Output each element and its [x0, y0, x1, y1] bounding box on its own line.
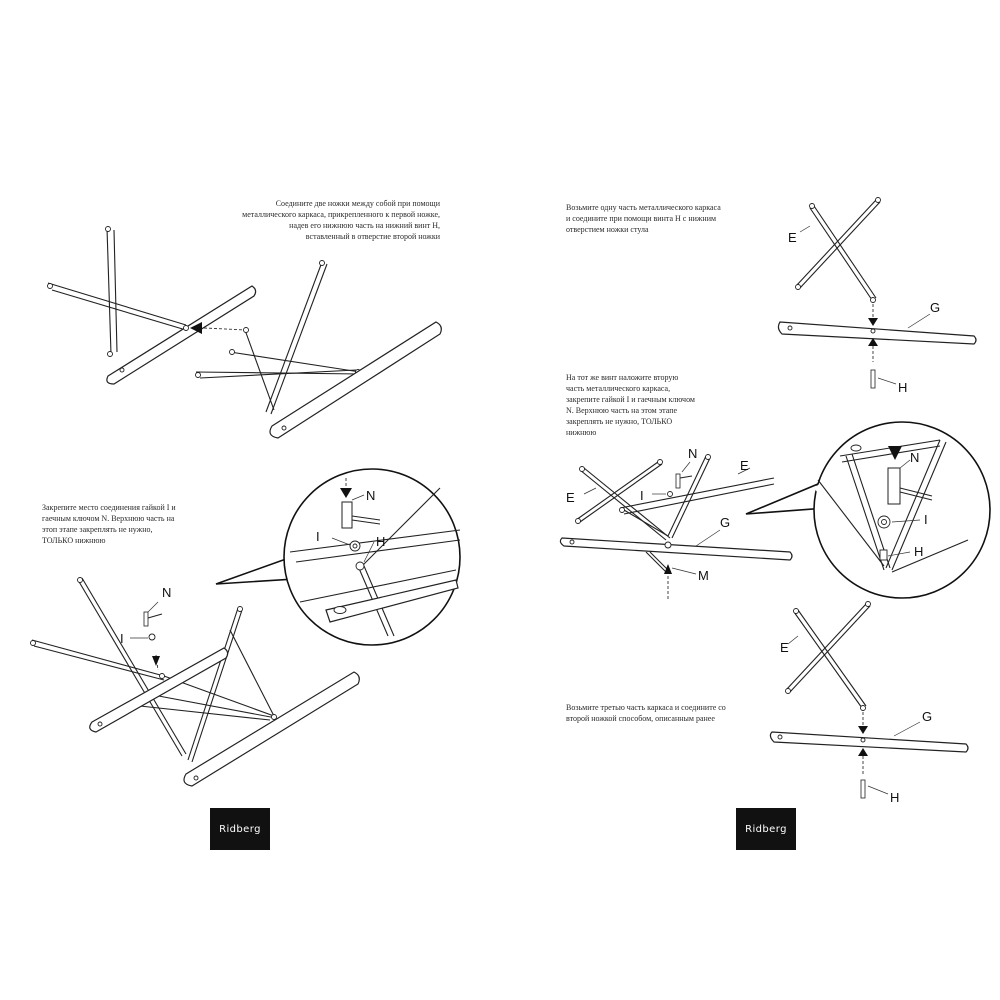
right-step2-arrow-up [664, 564, 672, 574]
screw-h3 [861, 780, 865, 798]
r-label-e1: E [788, 230, 797, 245]
left-step1-leg-a [48, 227, 256, 385]
r-label-n2: N [688, 446, 698, 461]
left-step2-text: Закрепите место соединения гайкой I и гаечным ключом N. Верхнюю часть на этоп этапе закреплять не нужно, ТОЛЬКО нижнюю [42, 503, 176, 545]
right-step3-text: Возьмите третью часть каркаса и соедините со второй ножкой способом, описанным ранее [566, 703, 726, 723]
right-step3-leg [770, 732, 968, 752]
r-label-e2a: E [566, 490, 575, 505]
r-label-g1: G [930, 300, 941, 315]
r-label-h3: H [890, 790, 900, 805]
zoom-label-n: N [366, 488, 376, 503]
zoom-label-h: H [376, 534, 386, 549]
left-step1-leg-b [196, 261, 442, 439]
r-zoom-label-i: I [924, 512, 928, 527]
screw-h1 [871, 370, 875, 388]
left-step2-arrow [152, 656, 160, 666]
right-page [500, 0, 1000, 1000]
left-step1-text: Соедините две ножки между собой при помощи металлического каркаса, прикрепленного к первой ножке, надев его нижнюю часть на нижний винт H, вставленный в отверстие второй ножки [242, 199, 440, 241]
left-step2-parts [130, 602, 162, 640]
zoom-label-i: I [316, 529, 320, 544]
right-illustrations [500, 0, 1000, 1000]
r-label-g2: G [720, 515, 731, 530]
r-label-h1: H [898, 380, 908, 395]
brand-logo-right: Ridberg [736, 808, 796, 850]
r-label-e3: E [780, 640, 789, 655]
right-step1-arrow-down [868, 318, 878, 326]
r-label-g3: G [922, 709, 933, 724]
right-step3-frame [786, 602, 871, 711]
r-zoom-label-n: N [910, 450, 920, 465]
r-label-e2b: E [740, 458, 749, 473]
right-step2-frame [560, 455, 792, 575]
r-label-m2: M [698, 568, 709, 583]
label-i: I [120, 631, 124, 646]
brand-logo-left: Ridberg [210, 808, 270, 850]
right-step1-frame [796, 198, 881, 303]
right-step1-leg [778, 322, 976, 344]
right-step2-text: На тот же винт наложите вторую часть металлического каркаса, закрепите гайкой I и гаечным ключом N. Верхнюю часть на этом этапе закреплять не нужно, ТОЛЬКО нижнюю [566, 373, 695, 437]
right-step1-text: Возьмите одну часть металлического каркаса и соедините при помощи винта H с нижним отверстием ножки стула [566, 203, 721, 234]
r-label-i2: I [640, 488, 644, 503]
left-step1-dash [204, 328, 246, 330]
label-n: N [162, 585, 172, 600]
r-zoom-label-h: H [914, 544, 924, 559]
